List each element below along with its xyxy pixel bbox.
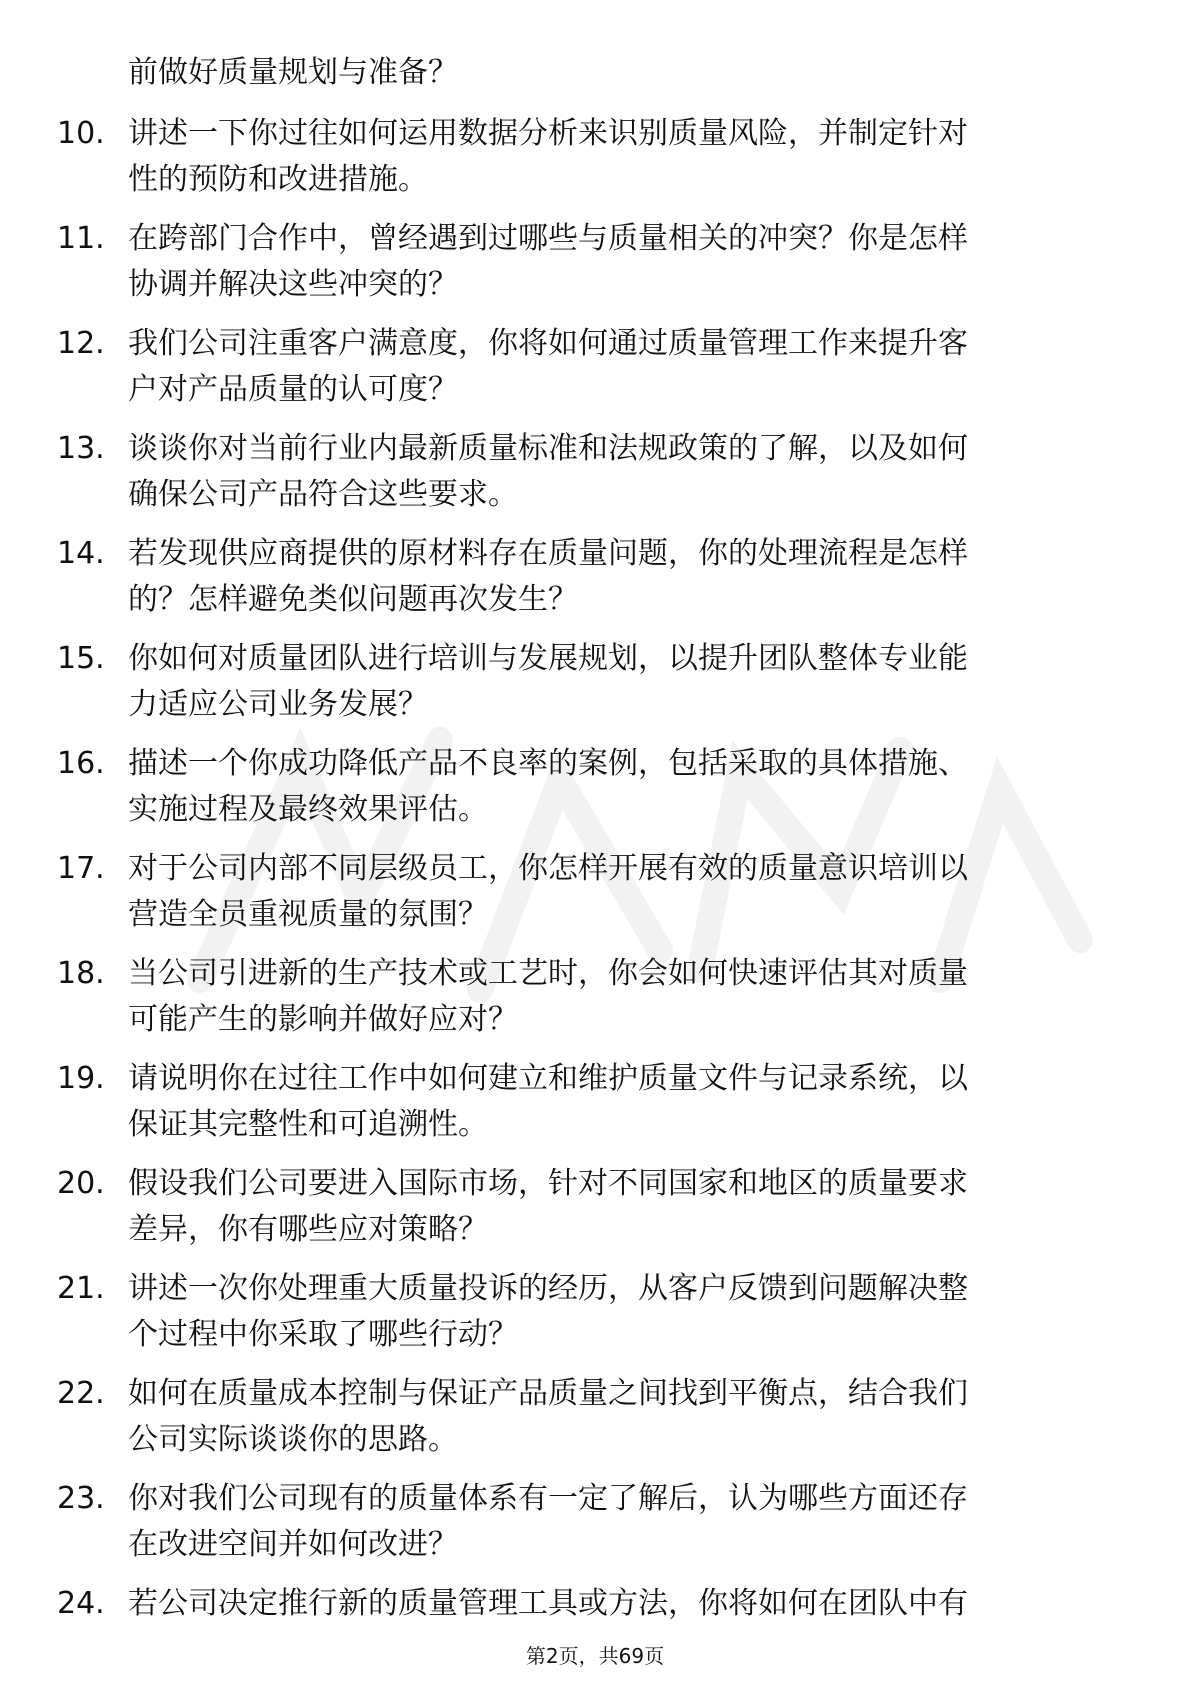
question-text-line: 假设我们公司要进入国际市场，针对不同国家和地区的质量要求 (128, 1166, 968, 1201)
question-text (128, 531, 1138, 623)
question-text-line: 在跨部门合作中，曾经遇到过哪些与质量相关的冲突？你是怎样 (128, 221, 968, 256)
question-text-line: 在改进空间并如何改进？ (128, 1527, 458, 1562)
question-text (128, 1161, 1138, 1253)
question-number: 17. (57, 851, 105, 886)
question-item (0, 426, 1190, 531)
question-number: 24. (57, 1586, 105, 1621)
question-number: 14. (57, 536, 105, 571)
question-text-line: 个过程中你采取了哪些行动？ (128, 1317, 518, 1352)
question-text-line: 若发现供应商提供的原材料存在质量问题，你的处理流程是怎样 (128, 536, 968, 571)
question-text-line: 保证其完整性和可追溯性。 (128, 1107, 488, 1142)
question-item (0, 636, 1190, 741)
question-text-line: 讲述一下你过往如何运用数据分析来识别质量风险，并制定针对 (128, 116, 968, 151)
question-item (0, 1581, 1190, 1686)
question-text (128, 321, 1138, 413)
continued-question-text: 前做好质量规划与准备？ (128, 55, 458, 90)
question-text-line: 描述一个你成功降低产品不良率的案例，包括采取的具体措施、 (128, 746, 968, 781)
question-item (0, 1266, 1190, 1371)
question-text-line: 谈谈你对当前行业内最新质量标准和法规政策的了解，以及如何 (128, 431, 968, 466)
question-item (0, 321, 1190, 426)
question-number: 21. (57, 1271, 105, 1306)
question-text (128, 951, 1138, 1043)
question-text (128, 741, 1138, 833)
question-text-line: 实施过程及最终效果评估。 (128, 792, 488, 827)
question-text-line: 如何在质量成本控制与保证产品质量之间找到平衡点，结合我们 (128, 1376, 968, 1411)
question-item (0, 1476, 1190, 1581)
question-text (128, 1371, 1138, 1463)
question-text-line: 确保公司产品符合这些要求。 (128, 477, 518, 512)
question-item (0, 951, 1190, 1056)
question-item (0, 846, 1190, 951)
question-number: 23. (57, 1481, 105, 1516)
question-item (0, 531, 1190, 636)
question-text-line: 公司实际谈谈你的思路。 (128, 1422, 458, 1457)
question-item (0, 1056, 1190, 1161)
question-text (128, 1581, 1138, 1627)
question-number: 11. (57, 221, 105, 256)
question-number: 20. (57, 1166, 105, 1201)
question-item (0, 741, 1190, 846)
question-number: 13. (57, 431, 105, 466)
question-number: 19. (57, 1061, 105, 1096)
question-text-line: 我们公司注重客户满意度，你将如何通过质量管理工作来提升客 (128, 326, 968, 361)
question-text (128, 636, 1138, 728)
question-list (0, 111, 1190, 1686)
question-number: 22. (57, 1376, 105, 1411)
question-text-line: 协调并解决这些冲突的？ (128, 267, 458, 302)
question-text-line: 讲述一次你处理重大质量投诉的经历，从客户反馈到问题解决整 (128, 1271, 968, 1306)
question-text-line: 营造全员重视质量的氛围？ (128, 897, 488, 932)
question-text-line: 可能产生的影响并做好应对？ (128, 1002, 518, 1037)
page-footer: 第2页，共69页 (525, 1644, 665, 1668)
question-text-line: 若公司决定推行新的质量管理工具或方法，你将如何在团队中有 (128, 1586, 968, 1621)
question-number: 12. (57, 326, 105, 361)
question-text-line: 你对我们公司现有的质量体系有一定了解后，认为哪些方面还存 (128, 1481, 968, 1516)
question-text-line: 力适应公司业务发展？ (128, 687, 428, 722)
question-text (128, 426, 1138, 518)
question-number: 16. (57, 746, 105, 781)
question-item (0, 1161, 1190, 1266)
question-item (0, 1371, 1190, 1476)
question-number: 10. (57, 116, 105, 151)
question-text-line: 请说明你在过往工作中如何建立和维护质量文件与记录系统，以 (128, 1061, 968, 1096)
question-text-line: 你如何对质量团队进行培训与发展规划，以提升团队整体专业能 (128, 641, 968, 676)
question-text (128, 1476, 1138, 1568)
question-text (128, 216, 1138, 308)
question-text (128, 1266, 1138, 1358)
question-text-line: 性的预防和改进措施。 (128, 162, 428, 197)
question-text (128, 1056, 1138, 1148)
question-text-line: 差异，你有哪些应对策略？ (128, 1212, 488, 1247)
question-text-line: 当公司引进新的生产技术或工艺时，你会如何快速评估其对质量 (128, 956, 968, 991)
question-text (128, 846, 1138, 938)
question-text-line: 对于公司内部不同层级员工，你怎样开展有效的质量意识培训以 (128, 851, 968, 886)
question-number: 15. (57, 641, 105, 676)
question-number: 18. (57, 956, 105, 991)
question-text (128, 111, 1138, 203)
question-text-line: 户对产品质量的认可度？ (128, 372, 458, 407)
question-item (0, 216, 1190, 321)
question-text-line: 的？怎样避免类似问题再次发生？ (128, 582, 578, 617)
question-item (0, 111, 1190, 216)
